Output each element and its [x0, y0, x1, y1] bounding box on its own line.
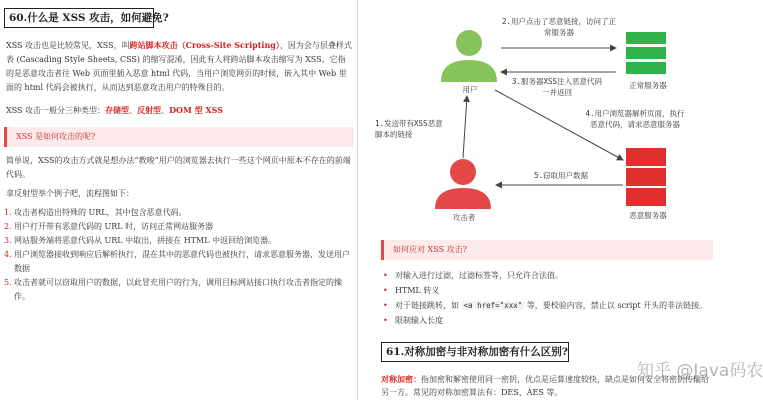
- step-number: 4.: [4, 250, 12, 259]
- user-person-icon: [441, 30, 497, 82]
- step-number: 5.: [4, 278, 12, 287]
- list-item: [4, 248, 352, 276]
- symmetric-text: 指加密和解密使用同一密钥，优点是运算速度较快，缺点是如何安全将密钥传输给另一方。常见的对称加密算法有：DES、AES 等。: [381, 375, 709, 397]
- zhihu-watermark: 知乎 @Java码农: [637, 361, 763, 381]
- edge-label-2-line-1: 2.用户点击了恶意链接，访问了正: [501, 17, 617, 26]
- step-text: 攻击者构造出特殊的 URL，其中包含恶意代码。: [14, 208, 187, 217]
- attacker-label: 攻击者: [452, 213, 476, 222]
- step-text: 攻击者就可以窃取用户的数据，以此冒充用户的行为，调用目标网站接口执行攻击者指定的操作。: [14, 278, 342, 301]
- intro-text-1: XSS 攻击也是比较常见，XSS，叫: [6, 41, 130, 50]
- how-to-defend-callout: 如何应对 XSS 攻击?: [381, 240, 713, 260]
- reflect-example-intro: 拿反射型举个例子吧，流程图如下：: [6, 189, 134, 198]
- defense-text: 限制输入长度: [395, 316, 443, 325]
- edge-label-4-line-1: 4.用户浏览器解析页面，执行: [585, 109, 685, 118]
- edge-label-1-line-1: 1.发送带有XSS恶意: [375, 119, 443, 128]
- type-reflected: 反射型: [137, 105, 162, 115]
- edge-label-4-line-2: 恶意代码，请求恶意服务器: [590, 120, 680, 129]
- edge-label-2-line-2: 常服务器: [544, 28, 574, 37]
- step-number: 2.: [4, 222, 12, 231]
- type-dom: DOM 型 XSS: [169, 105, 223, 115]
- edge-label-3: [501, 76, 613, 98]
- defense-text-after: 等，要校验内容，禁止以 script 开头的非法链接。: [526, 301, 708, 310]
- xss-intro-paragraph: [6, 38, 352, 95]
- xss-types-line: [6, 103, 352, 118]
- inline-code: <a href="xxx": [463, 301, 523, 310]
- evil-server-icon: [626, 148, 666, 206]
- bullet-icon: •: [383, 271, 388, 280]
- edge-label-4: [569, 108, 701, 130]
- normal-server-label: 正常服务器: [629, 81, 667, 90]
- how-xss-attacks-callout: XSS 是如何攻击的呢?: [4, 127, 354, 147]
- list-item: [383, 298, 713, 313]
- list-item: [383, 283, 713, 298]
- question-61-title: 61.对称加密与非对称加密有什么区别?: [381, 342, 569, 362]
- evil-server-label: 恶意服务器: [629, 211, 667, 220]
- bullet-icon: •: [383, 316, 388, 325]
- step-number: 3.: [4, 236, 12, 245]
- list-item: [383, 313, 713, 328]
- list-item: [4, 220, 352, 234]
- defense-list: [383, 268, 713, 328]
- step-text: 用户浏览器接收到响应后解析执行，混在其中的恶意代码也被执行，请求恶意服务器，发送用户数据: [14, 250, 350, 273]
- type-stored: 存储型: [105, 105, 130, 115]
- list-item: [4, 206, 352, 220]
- user-label: 用户: [462, 85, 478, 94]
- types-prefix: XSS 攻击一般分三种类型：: [6, 106, 106, 115]
- arrow-attacker-to-user: [463, 96, 467, 158]
- left-page: [0, 0, 358, 400]
- step-text: 用户打开带有恶意代码的 URL 时，访问正常网站服务器: [14, 222, 214, 231]
- types-sep-1: 、: [129, 106, 138, 115]
- simple-explanation: 简单说，XSS的攻击方式就是想办法“教唆”用户的浏览器去执行一些这个网页中原本不存在的前端代码。: [6, 156, 351, 179]
- edge-label-2: [499, 16, 619, 38]
- list-item: [383, 268, 713, 283]
- step-number: 1.: [4, 208, 12, 217]
- question-60-title: 60.什么是 XSS 攻击，如何避免?: [4, 8, 154, 28]
- types-sep-2: 、: [161, 106, 170, 115]
- edge-label-1: [375, 118, 461, 140]
- edge-label-3-line-2: 一并返回: [542, 88, 572, 97]
- edge-label-5: 5.窃取用户数据: [533, 171, 589, 180]
- right-page: [361, 0, 763, 400]
- bullet-icon: •: [383, 286, 388, 295]
- step-text: 网站服务端将恶意代码从 URL 中取出，拼接在 HTML 中返回给浏览器。: [14, 236, 277, 245]
- edge-label-3-line-1: 3.服务器XSS注入恶意代码: [511, 77, 603, 86]
- edge-label-1-line-2: 脚本的链接: [375, 130, 413, 139]
- defense-text-before: 对于链接跳转，如: [395, 301, 459, 310]
- defense-text: 对输入进行过滤，过滤标签等，只允许合法值。: [395, 271, 563, 280]
- defense-text: [395, 298, 707, 313]
- list-item: [4, 276, 352, 304]
- normal-server-icon: [626, 32, 666, 74]
- bullet-icon: •: [383, 301, 388, 310]
- attacker-person-icon: [435, 159, 491, 209]
- defense-text: HTML 转义: [395, 286, 440, 295]
- list-item: [4, 234, 352, 248]
- attack-steps-list: [4, 206, 352, 304]
- intro-highlight: 跨站脚本攻击（Cross-Site Scripting）: [129, 40, 280, 50]
- intro-text-2: ，因为会与层叠样式表 (Cascading Style Sheets, CSS) 的缩写混淆，因此有人将跨站脚本攻击缩写为 XSS。它指的是恶意攻击者往 Web 页面里插入恶意 html 代码，当用户浏览网页的时候，嵌入其中 Web 里面的 html 代码会被执行，从而达到恶意攻击用户的特殊目的。: [6, 41, 352, 92]
- symmetric-label: 对称加密：: [381, 374, 421, 384]
